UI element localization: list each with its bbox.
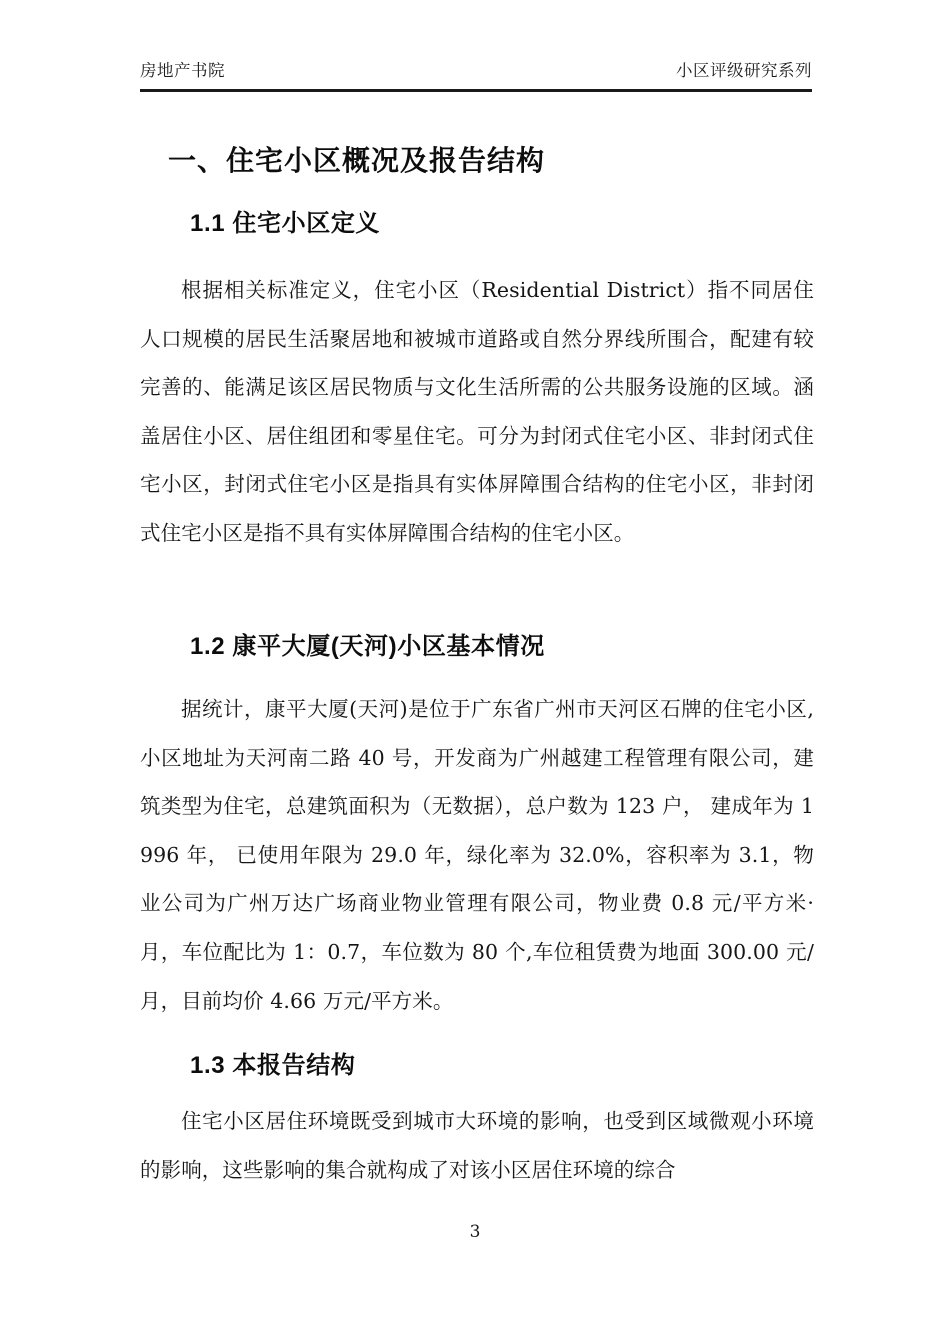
- header-publisher: 房地产书院: [140, 62, 225, 80]
- running-header: [140, 62, 812, 82]
- paragraph-report-structure: 住宅小区居住环境既受到城市大环境的影响，也受到区域微观小环境的影响，这些影响的集合就构成了对该小区居住环境的综合: [140, 1109, 814, 1182]
- paragraph-community-basic-info: 据统计，康平大厦(天河)是位于广东省广州市天河区石牌的住宅小区,小区地址为天河南二路 40 号，开发商为广州越建工程管理有限公司，建筑类型为住宅，总建筑面积为（无数据），总户数为 123 户， 建成年为 1996 年， 已使用年限为 29.0 年，绿化率为 32.0%，容积率为 3.1，物业公司为广州万达广场商业物业管理有限公司，物业费 0.8 元/平方米·月，车位配比为 1：0.7，车位数为 80 个,车位租赁费为地面 300.00 元/月，目前均价 4.66 万元/平方米。: [140, 697, 814, 1013]
- section-heading-1-1: 1.1 住宅小区定义: [190, 210, 381, 237]
- header-divider-rule: [140, 89, 812, 92]
- page-number: 3: [469, 1222, 481, 1242]
- paragraph-residential-definition: 根据相关标准定义，住宅小区（Residential District）指不同居住人口规模的居民生活聚居地和被城市道路或自然分界线所围合，配建有较完善的、能满足该区居民物质与文化生活所需的公共服务设施的区域。涵盖居住小区、居住组团和零星住宅。可分为封闭式住宅小区、非封闭式住宅小区，封闭式住宅小区是指具有实体屏障围合结构的住宅小区，非封闭式住宅小区是指不具有实体屏障围合结构的住宅小区。: [140, 278, 814, 545]
- chapter-heading: 一、住宅小区概况及报告结构: [168, 145, 546, 176]
- header-series-title: 小区评级研究系列: [676, 62, 812, 80]
- section-heading-1-2: 1.2 康平大厦(天河)小区基本情况: [190, 633, 545, 660]
- section-heading-1-3: 1.3 本报告结构: [190, 1052, 356, 1079]
